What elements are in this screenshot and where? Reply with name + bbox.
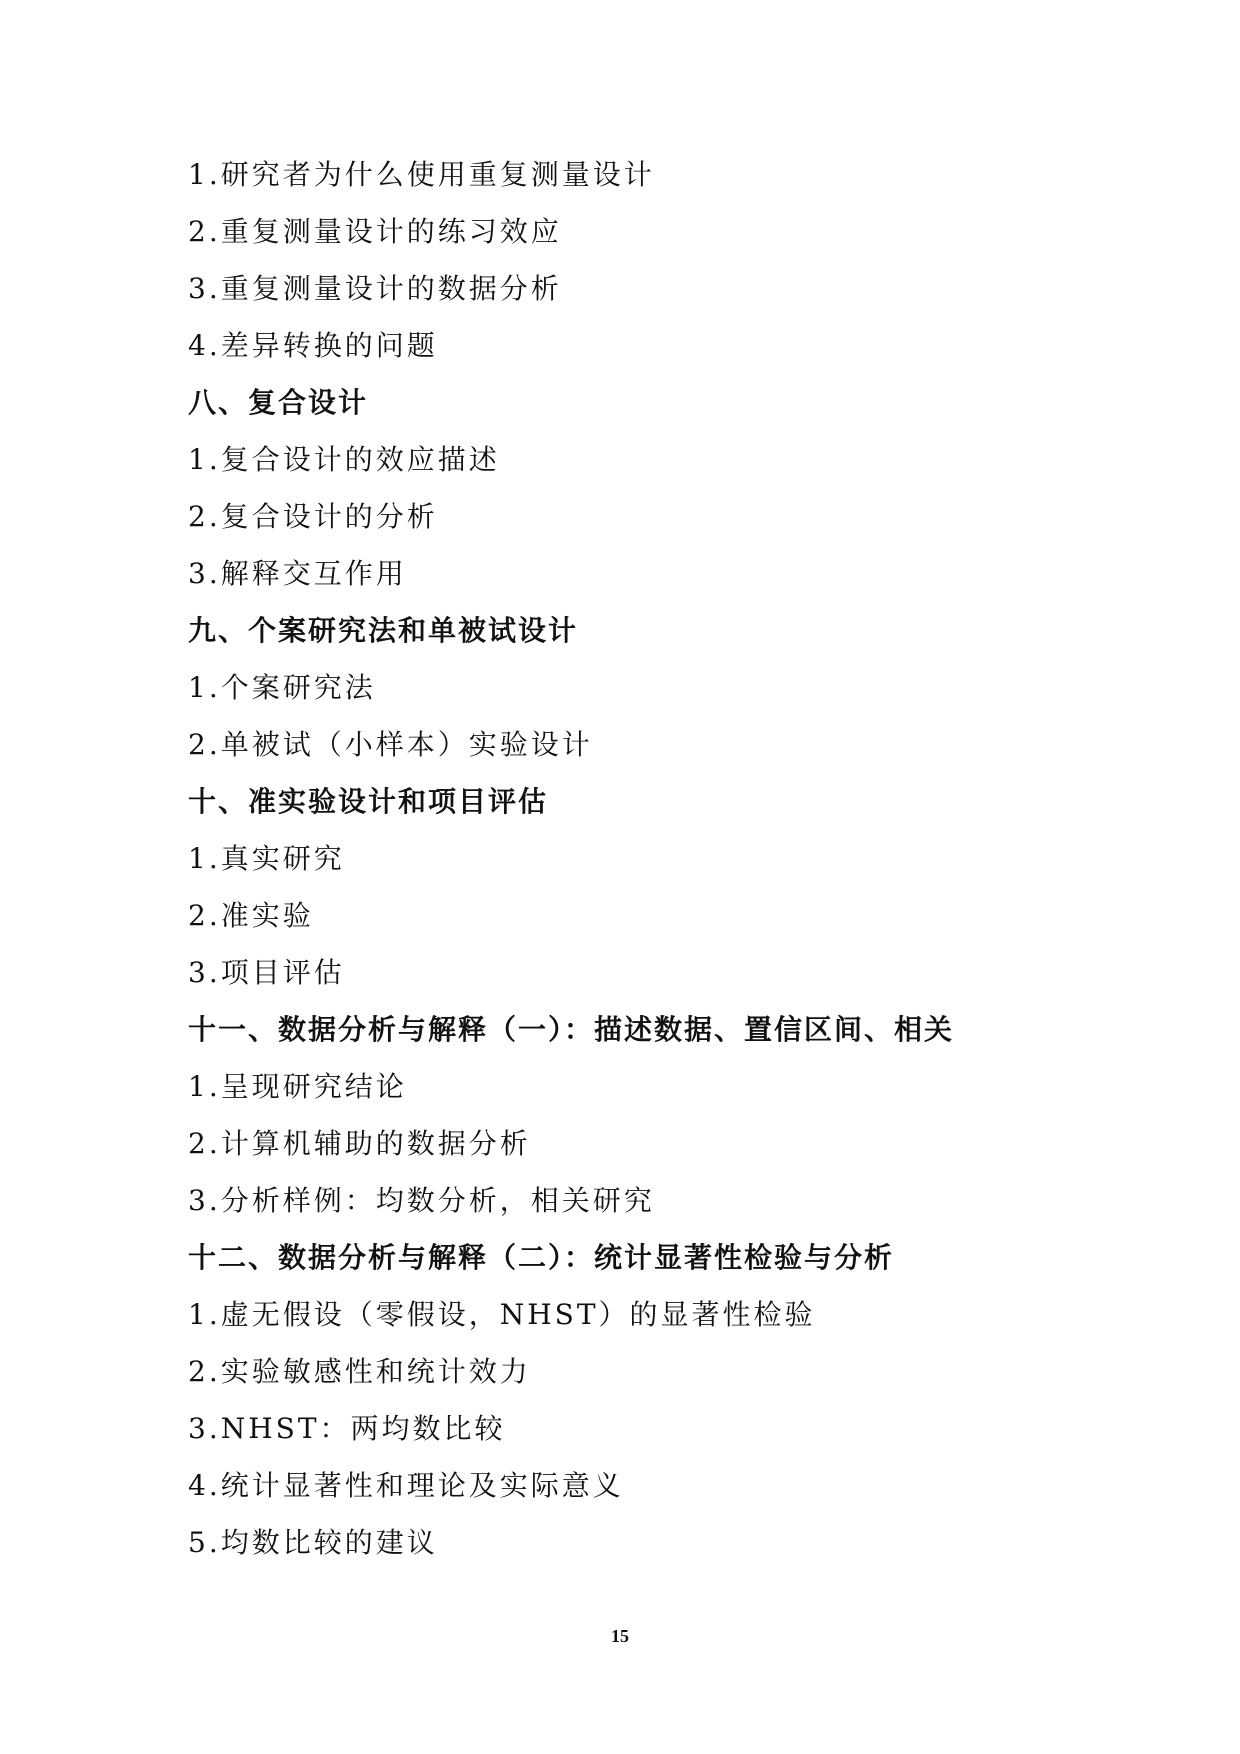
outline-item: 2.复合设计的分析 [188, 500, 438, 533]
section-heading: 十二、数据分析与解释（二）：统计显著性检验与分析 [188, 1241, 895, 1274]
outline-item: 2.单被试（小样本）实验设计 [188, 728, 593, 761]
page-number: 15 [611, 1626, 629, 1646]
outline-item: 1.个案研究法 [188, 671, 376, 704]
outline-item: 3.NHST：两均数比较 [188, 1412, 506, 1445]
outline-item: 2.准实验 [188, 899, 314, 932]
outline-item: 2.实验敏感性和统计效力 [188, 1355, 531, 1388]
section-heading: 十一、数据分析与解释（一）：描述数据、置信区间、相关 [188, 1013, 955, 1046]
outline-item: 1.研究者为什么使用重复测量设计 [188, 158, 655, 191]
outline-item: 3.项目评估 [188, 956, 345, 989]
outline-item: 1.真实研究 [188, 842, 345, 875]
outline-item: 1.虚无假设（零假设，NHST）的显著性检验 [188, 1298, 816, 1331]
outline-item: 3.解释交互作用 [188, 557, 407, 590]
outline-item: 1.呈现研究结论 [188, 1070, 407, 1103]
section-heading: 八、复合设计 [188, 386, 369, 419]
section-heading: 九、个案研究法和单被试设计 [188, 614, 579, 647]
outline-item: 5.均数比较的建议 [188, 1526, 438, 1559]
outline-item: 4.差异转换的问题 [188, 329, 438, 362]
outline-item: 2.计算机辅助的数据分析 [188, 1127, 531, 1160]
outline-item: 1.复合设计的效应描述 [188, 443, 500, 476]
outline-list [188, 146, 1088, 1571]
outline-item: 4.统计显著性和理论及实际意义 [188, 1469, 624, 1502]
outline-item: 3.分析样例：均数分析，相关研究 [188, 1184, 655, 1217]
outline-item: 3.重复测量设计的数据分析 [188, 272, 562, 305]
section-heading: 十、准实验设计和项目评估 [188, 785, 549, 818]
outline-item: 2.重复测量设计的练习效应 [188, 215, 562, 248]
